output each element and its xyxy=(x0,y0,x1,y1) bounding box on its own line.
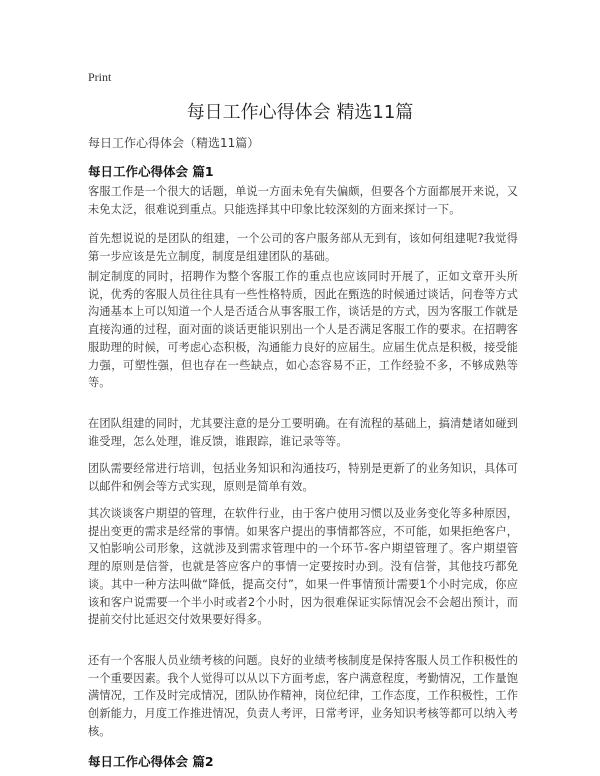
page-title: 每日工作心得体会 精选11篇 xyxy=(186,102,414,123)
paragraph-3: 制定制度的同时，招聘作为整个客服工作的重点也应该同时开展了，正如文章开头所说，优秀的客服人员往往具有一些性格特质，因此在甄选的时候通过谈话，问卷等方式沟通基本上可以知道一个人是否适合从事客服工作，谈话是的方式，因为客服工作就是直接沟通的过程，面对面的谈话更能识别出一个人是否满足客服工作的要求。在招聘客服助理的时候，可考虑心态积极，沟通能力良好的应届生。应届生优点是积极，接受能力强，可塑性强，但也存在一些缺点，如心态容易不正，工作经验不多，不够成熟等等。 xyxy=(88,270,518,390)
paragraph-2: 首先想说说的是团队的组建，一个公司的客户服务部从无到有，该如何组建呢?我觉得第一步应该是先立制度，制度是组建团队的基础。 xyxy=(88,232,518,263)
paragraph-5: 团队需要经常进行培训，包括业务知识和沟通技巧，特别是更新了的业务知识，具体可以邮件和例会等方式实现，原则是简单有效。 xyxy=(88,462,518,493)
section-heading-1: 每日工作心得体会 篇1 xyxy=(88,164,214,179)
paragraph-4: 在团队组建的同时，尤其要注意的是分工要明确。在有流程的基础上，搞清楚诸如碰到谁受理，怎么处理，谁反馈，谁跟踪，谁记录等等。 xyxy=(88,417,518,448)
document-subtitle: 每日工作心得体会（精选11篇） xyxy=(88,136,260,150)
print-link[interactable]: Print xyxy=(88,70,112,84)
section-heading-2: 每日工作心得体会 篇2 xyxy=(88,754,214,769)
paragraph-7: 还有一个客服人员业绩考核的问题。良好的业绩考核制度是保持客服人员工作积极性的一个重要因素。我个人觉得可以从以下方面考虑，客户满意程度，考勤情况，工作量饱满情况，工作及时完成情况，团队协作精神，岗位纪律，工作态度，工作积极性，工作创新能力，月度工作推进情况，负责人考评，日常考评，业务知识考核等都可以纳入考核。 xyxy=(88,654,518,738)
paragraph-1: 客服工作是一个很大的话题，单说一方面未免有失偏颇，但要各个方面都展开来说，又未免太泛，很难说到重点。只能选择其中印象比较深刻的方面来探讨一下。 xyxy=(88,185,518,216)
paragraph-6: 其次谈谈客户期望的管理，在软件行业，由于客户使用习惯以及业务变化等多种原因，提出变更的需求是经常的事情。如果客户提出的事情都答应，不可能，如果拒绝客户，又怕影响公司形象，这就涉及到需求管理中的一个环节-客户期望管理了。客户期望管理的原则是信誉，也就是答应客户的事情一定要按时办到。没有信誉，其他技巧都免谈。其中一种方法叫做“降低，提高交付”，如果一件事情预计需要1个小时完成，你应该和客户说需要一个半小时或者2个小时，因为很难保证实际情况会不会超出预计，而提前交付比延迟交付效果要好得多。 xyxy=(88,507,518,627)
